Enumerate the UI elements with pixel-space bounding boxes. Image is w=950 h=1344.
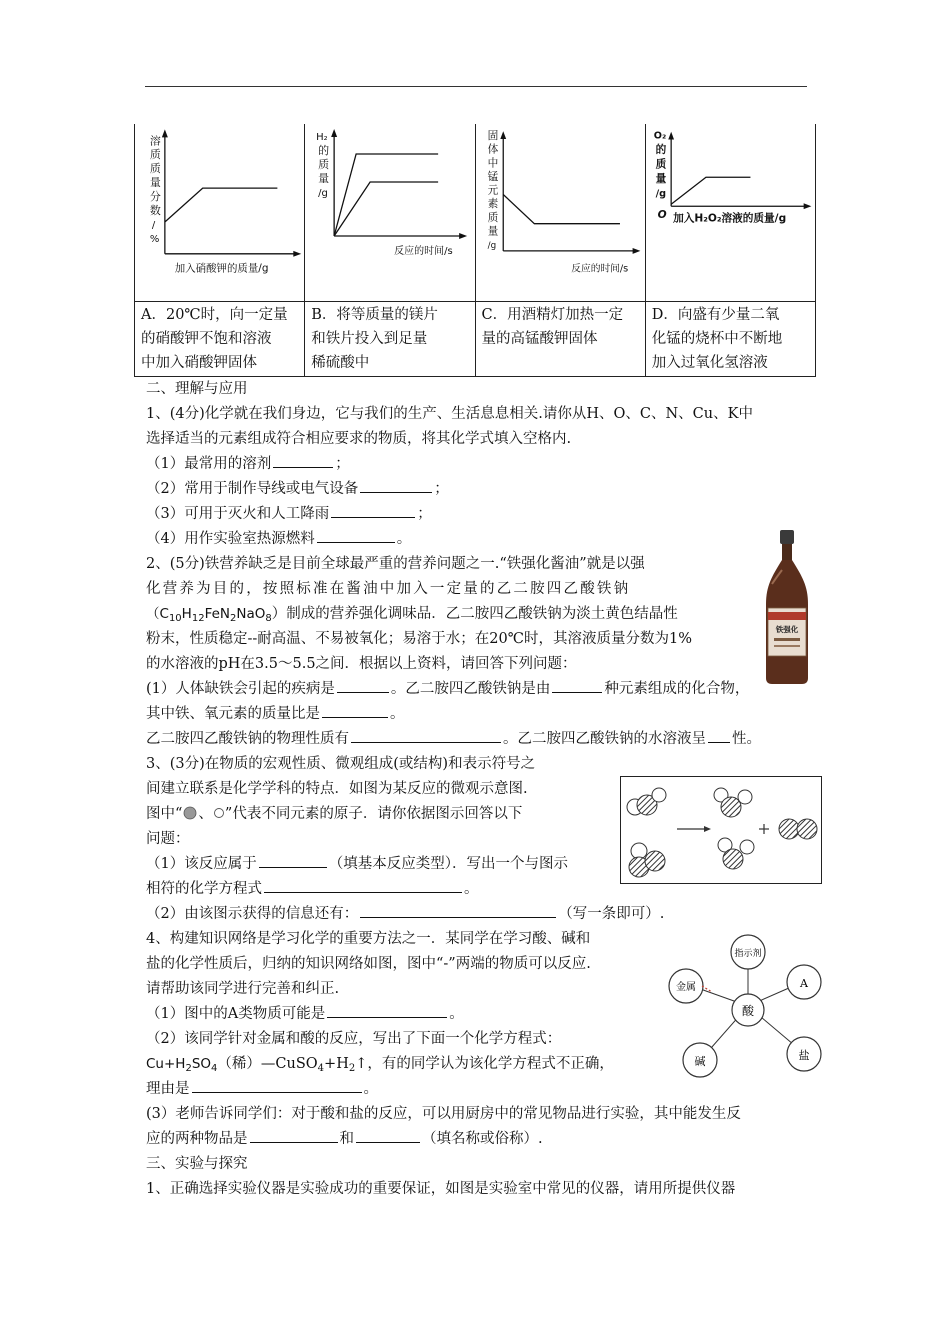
q2-l7-b: 。 bbox=[390, 706, 405, 722]
option-d-line-2: 化锰的烧杯中不断地 bbox=[651, 331, 783, 347]
q2-f-3: H bbox=[181, 606, 192, 622]
reaction-micro-diagram bbox=[620, 776, 822, 884]
q4-blank-item-1[interactable] bbox=[250, 1128, 338, 1143]
graph-a-cell bbox=[135, 124, 305, 302]
q2-f-1: （C bbox=[146, 606, 169, 622]
q1-item-4-text: （4）用作实验室热源燃料 bbox=[146, 531, 315, 547]
graph-c-ylabel-9: /g bbox=[487, 241, 496, 252]
q2-f-4: 12 bbox=[191, 613, 205, 624]
net-node-base: 碱 bbox=[694, 1055, 706, 1068]
q2-blank-disease[interactable] bbox=[337, 678, 389, 693]
graph-d-ylabel-4: 量 bbox=[655, 172, 667, 186]
q4-l4-a: （1）图中的A类物质可能是 bbox=[146, 1006, 326, 1022]
q4-eq-6: 4 bbox=[317, 1063, 325, 1074]
q4-l9-b: 和 bbox=[339, 1131, 354, 1147]
q2-formula bbox=[146, 606, 272, 622]
q3-l6-a: 相符的化学方程式 bbox=[146, 881, 262, 897]
option-a-line-3: 中加入硝酸钾固体 bbox=[141, 355, 257, 371]
q4-eq-2: 2 bbox=[185, 1063, 192, 1074]
option-c-caption bbox=[475, 302, 645, 377]
graph-a bbox=[135, 124, 304, 301]
graph-a-ylabel-2: 质 bbox=[149, 148, 161, 162]
q4-equation bbox=[146, 1056, 217, 1072]
graph-b bbox=[305, 124, 474, 301]
q4-l9-c: （填名称或俗称）. bbox=[422, 1131, 543, 1147]
graph-a-ylabel-3: 质 bbox=[149, 162, 161, 176]
section-2-title: 二、理解与应用 bbox=[146, 381, 248, 397]
q1-stem-1: 1、(4分)化学就在我们身边，它与我们的生产、生活息息相关.请你从H、O、C、N、Cu、K中 bbox=[146, 406, 753, 422]
option-b-line-2: 和铁片投入到足量 bbox=[311, 331, 428, 347]
q3-l7-a: （2）由该图示获得的信息还有： bbox=[146, 906, 359, 922]
q3-line-4: 问题： bbox=[146, 831, 190, 847]
q1-item-3-text: （3）可用于灭火和人工降雨 bbox=[146, 506, 330, 522]
option-d-line-3: 加入过氧化氢溶液 bbox=[651, 355, 768, 371]
q1-item-4-end: 。 bbox=[396, 531, 412, 547]
graph-b-ylabel-3: 量 bbox=[318, 172, 330, 185]
graph-a-ylabel-1: 溶 bbox=[149, 134, 161, 148]
q1-item-2-end: ； bbox=[434, 481, 449, 497]
q2-blank-elements[interactable] bbox=[552, 678, 602, 693]
q4-eq-8: 2 bbox=[348, 1063, 356, 1074]
acid-knowledge-network bbox=[664, 932, 832, 1078]
q1-item-4 bbox=[146, 527, 411, 552]
option-c-line-2: 量的高锰酸钾固体 bbox=[481, 331, 598, 347]
option-a-caption bbox=[135, 302, 305, 377]
q4-eq-9: ↑，有的同学认为该化学方程式不正确， bbox=[355, 1056, 614, 1072]
q2-line-1: 2、(5分)铁营养缺乏是目前全球最严重的营养问题之一.“铁强化酱油”就是以强 bbox=[146, 556, 645, 572]
q4-eq-1: Cu+H bbox=[146, 1056, 186, 1072]
white-atom-icon bbox=[213, 807, 225, 819]
q4-line-3: 请帮助该同学进行完善和纠正. bbox=[146, 981, 340, 997]
graph-a-xlabel: 加入硝酸钾的质量/g bbox=[174, 262, 269, 275]
q2-blank-physical[interactable] bbox=[351, 728, 501, 743]
q2-l8-c: 性。 bbox=[732, 731, 761, 747]
graph-b-cell bbox=[305, 124, 475, 302]
graph-d-xlabel: 加入H₂O₂溶液的质量/g bbox=[672, 211, 786, 225]
s3-q1-line-1: 1、正确选择实验仪器是实验成功的重要保证，如图是实验室中常见的仪器，请用所提供仪器 bbox=[146, 1181, 736, 1197]
q3-blank-equation[interactable] bbox=[264, 878, 462, 893]
q2-f-2: 10 bbox=[168, 613, 182, 624]
q3-line-1: 3、(3分)在物质的宏观性质、微观组成(或结构)和表示符号之 bbox=[146, 756, 536, 772]
graph-c-ylabel-2: 体 bbox=[487, 142, 498, 156]
q1-item-2 bbox=[146, 477, 449, 502]
option-c-line-1: C．用酒精灯加热一定 bbox=[481, 307, 624, 323]
q3-l5-b: （填基本反应类型）．写出一个与图示 bbox=[328, 856, 568, 872]
q1-blank-4[interactable] bbox=[317, 528, 395, 543]
q2-f-7: NaO bbox=[236, 606, 266, 622]
option-a-line-2: 的硝酸钾不饱和溶液 bbox=[141, 331, 272, 347]
graph-d-ylabel-1: O₂ bbox=[653, 130, 666, 142]
q1-blank-2[interactable] bbox=[360, 478, 432, 493]
q3-l3-c: ”代表不同元素的原子．请你依据图示回答以下 bbox=[224, 806, 523, 822]
q2-line-5: 的水溶液的pH在3.5～5.5之间．根据以上资料，请回答下列问题： bbox=[146, 656, 577, 672]
bottle-label: 铁强化 bbox=[775, 625, 799, 634]
graph-a-ylabel-8: % bbox=[149, 233, 160, 245]
q2-l6-a: (1）人体缺铁会引起的疾病是 bbox=[146, 681, 335, 697]
q4-eq-4: 4 bbox=[211, 1063, 218, 1074]
graph-a-ylabel-4: 量 bbox=[149, 176, 161, 190]
graph-a-ylabel-7: / bbox=[151, 219, 156, 231]
graph-b-ylabel-2: 质 bbox=[318, 158, 330, 171]
option-d-line-1: D．向盛有少量二氧 bbox=[651, 307, 780, 323]
q1-blank-1[interactable] bbox=[273, 453, 333, 468]
q4-line-8: (3）老师告诉同学们：对于酸和盐的反应，可以用厨房中的常见物品进行实验，其中能发生反 bbox=[146, 1106, 741, 1122]
q2-line-7 bbox=[146, 702, 405, 727]
net-node-indicator: 指示剂 bbox=[734, 949, 762, 959]
q1-blank-3[interactable] bbox=[331, 503, 415, 518]
q4-l7-a: 理由是 bbox=[146, 1081, 190, 1097]
q2-line-2: 化营养为目的，按照标准在酱油中加入一定量的乙二胺四乙酸铁钠 bbox=[146, 581, 631, 597]
q4-eq-5: （稀）—CuSO bbox=[217, 1056, 318, 1072]
q4-line-2: 盐的化学性质后，归纳的知识网络如图，图中“-”两端的物质可以反应. bbox=[146, 956, 591, 972]
graph-c-cell bbox=[475, 124, 645, 302]
net-center-acid: 酸 bbox=[741, 1004, 755, 1018]
net-node-a: A bbox=[800, 977, 808, 990]
q1-item-1 bbox=[146, 452, 350, 477]
q2-line-6 bbox=[146, 677, 749, 702]
q2-f-8: 8 bbox=[265, 613, 272, 624]
graph-b-ylabel-top: H₂ bbox=[316, 132, 328, 143]
q3-line-7 bbox=[146, 902, 664, 927]
hatched-atom-icon bbox=[182, 806, 198, 820]
q2-l6-b: 。乙二胺四乙酸铁钠是由 bbox=[390, 681, 551, 697]
option-a-line-1: A．20℃时，向一定量 bbox=[141, 307, 288, 323]
q2-f-5: FeN bbox=[204, 606, 230, 622]
graph-d-cell bbox=[645, 124, 815, 302]
q4-line-5: （2）该同学针对金属和酸的反应，写出了下面一个化学方程式： bbox=[146, 1031, 562, 1047]
q2-blank-acidity[interactable] bbox=[708, 728, 730, 743]
q3-l6-b: 。 bbox=[464, 881, 479, 897]
graph-c-ylabel-5: 元 bbox=[487, 183, 498, 197]
q4-line-9 bbox=[146, 1127, 543, 1152]
graph-d-ylabel-5: /g bbox=[655, 188, 666, 200]
q3-l3-a: 图中“ bbox=[146, 806, 183, 822]
q2-l7-a: 其中铁、氧元素的质量比是 bbox=[146, 706, 320, 722]
q3-line-6 bbox=[146, 877, 479, 902]
q4-l7-b: 。 bbox=[363, 1081, 378, 1097]
q2-line-4: 粉末，性质稳定--耐高温、不易被氧化；易溶于水；在20℃时，其溶液质量分数为1% bbox=[146, 631, 692, 647]
graph-c-ylabel-8: 量 bbox=[487, 224, 498, 238]
soy-sauce-bottle-image bbox=[762, 528, 812, 686]
q3-line-3 bbox=[146, 802, 522, 827]
q3-l5-a: （1）该反应属于 bbox=[146, 856, 257, 872]
graph-b-xlabel: 反应的时间/s bbox=[394, 246, 453, 257]
q4-l9-a: 应的两种物品是 bbox=[146, 1131, 248, 1147]
q3-line-5 bbox=[146, 852, 568, 877]
q2-f-6: 2 bbox=[230, 613, 237, 624]
q1-item-3 bbox=[146, 502, 432, 527]
option-d-caption bbox=[645, 302, 815, 377]
q2-line-3-text: ）制成的营养强化调味品．乙二胺四乙酸铁钠为淡土黄色结晶性 bbox=[271, 606, 678, 622]
graph-c-ylabel-7: 质 bbox=[487, 210, 498, 224]
graph-d bbox=[646, 124, 815, 301]
q3-line-2: 间建立联系是化学学科的特点．如图为某反应的微观示意图. bbox=[146, 781, 528, 797]
q4-l4-b: 。 bbox=[449, 1006, 464, 1022]
graph-b-ylabel-4: /g bbox=[318, 188, 329, 199]
q2-l6-c: 种元素组成的化合物， bbox=[604, 681, 750, 697]
option-b-line-1: B．将等质量的镁片 bbox=[311, 307, 438, 323]
q3-blank-reaction-type[interactable] bbox=[259, 853, 327, 868]
graph-c-xlabel: 反应的时间/s bbox=[570, 263, 628, 275]
q2-line-8 bbox=[146, 727, 761, 752]
options-table bbox=[134, 124, 816, 377]
q1-item-3-end: ； bbox=[417, 506, 432, 522]
graph-c-ylabel-6: 素 bbox=[487, 197, 498, 211]
q3-l7-b: （写一条即可）. bbox=[558, 906, 665, 922]
q1-stem-2: 选择适当的元素组成符合相应要求的物质，将其化学式填入空格内. bbox=[146, 431, 572, 447]
q4-blank-item-2[interactable] bbox=[356, 1128, 420, 1143]
q1-item-1-text: （1）最常用的溶剂 bbox=[146, 456, 272, 472]
net-node-metal: 金属 bbox=[676, 982, 696, 993]
graph-b-ylabel-1: 的 bbox=[318, 144, 330, 157]
q1-item-2-text: （2）常用于制作导线或电气设备 bbox=[146, 481, 359, 497]
graph-c bbox=[476, 124, 645, 301]
net-node-salt: 盐 bbox=[798, 1049, 810, 1062]
q4-line-1: 4、构建知识网络是学习化学的重要方法之一．某同学在学习酸、碱和 bbox=[146, 931, 591, 947]
q2-l8-a: 乙二胺四乙酸铁钠的物理性质有 bbox=[146, 731, 349, 747]
graph-c-ylabel-1: 固 bbox=[487, 129, 498, 143]
q4-blank-a-class[interactable] bbox=[327, 1003, 447, 1018]
q4-blank-reason[interactable] bbox=[192, 1078, 362, 1093]
q4-eq-3: SO bbox=[191, 1056, 212, 1072]
header-rule bbox=[145, 86, 807, 87]
graph-a-ylabel-5: 分 bbox=[149, 190, 161, 204]
q3-blank-info[interactable] bbox=[360, 903, 556, 918]
graph-d-ylabel-3: 质 bbox=[655, 157, 667, 171]
option-b-caption bbox=[305, 302, 475, 377]
graph-d-ylabel-2: 的 bbox=[655, 143, 667, 157]
graph-c-ylabel-3: 中 bbox=[487, 156, 498, 170]
section-3-title: 三、实验与探究 bbox=[146, 1156, 248, 1172]
q3-l3-b: 、 bbox=[198, 806, 213, 822]
q4-line-4 bbox=[146, 1002, 464, 1027]
q2-l8-b: 。乙二胺四乙酸铁钠的水溶液呈 bbox=[503, 731, 706, 747]
graph-c-ylabel-4: 锰 bbox=[487, 169, 498, 183]
q4-line-7 bbox=[146, 1077, 378, 1102]
q2-blank-mass-ratio[interactable] bbox=[322, 703, 388, 718]
q1-item-1-end: ； bbox=[335, 456, 350, 472]
q4-eq-7: +H bbox=[324, 1056, 349, 1072]
graph-d-origin: O bbox=[657, 207, 667, 221]
option-b-line-3: 稀硫酸中 bbox=[311, 355, 370, 371]
graph-a-ylabel-6: 数 bbox=[149, 203, 161, 217]
